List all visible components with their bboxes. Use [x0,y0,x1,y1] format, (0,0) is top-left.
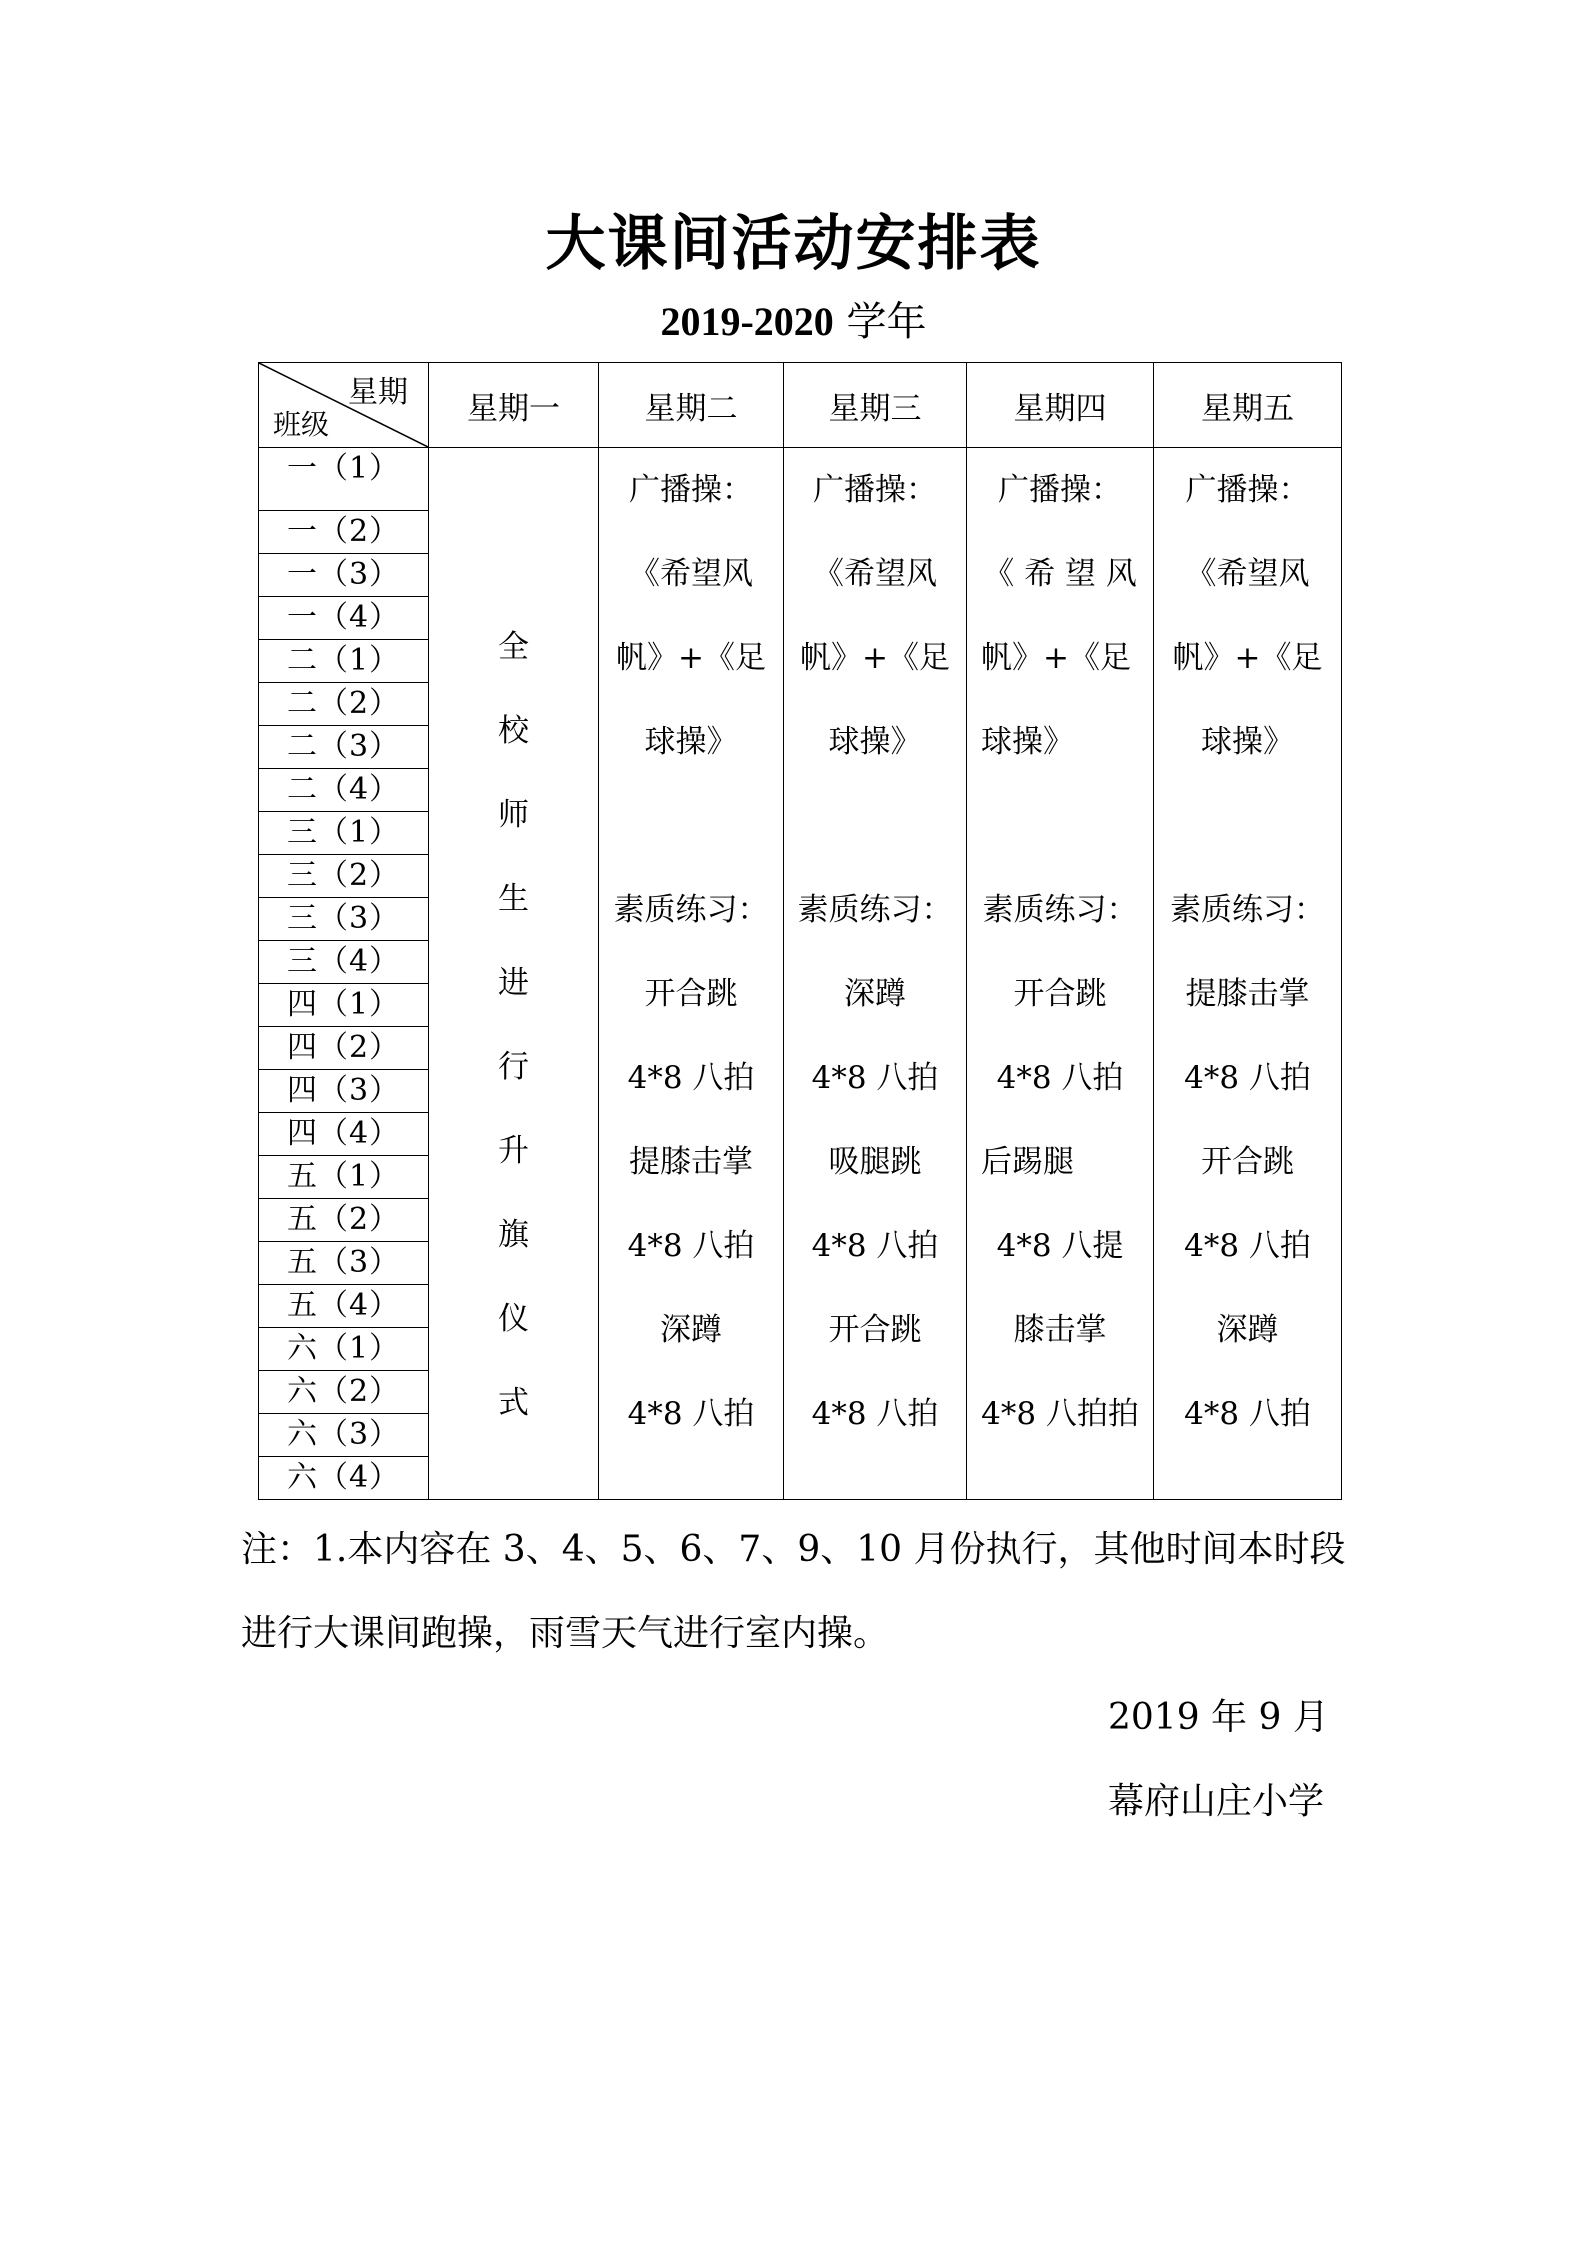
class-cell: 六（1） [259,1328,429,1371]
monday-char: 生 [498,880,529,917]
activity-line: 深蹲 [844,975,906,1012]
header-tuesday: 星期二 [599,363,784,448]
friday-cell [1154,448,1342,1500]
activity-line: 吸腿跳 [828,1143,922,1180]
monday-cell [429,448,599,1500]
activity-line: 4*8 八提 [996,1227,1124,1264]
school-year-suffix: 学年 [846,299,927,345]
activity-line: 广播操： [998,471,1122,508]
signature-date [1108,1676,1329,1760]
class-cell: 二（3） [259,726,429,769]
activity-line: 球操》 [828,723,922,760]
activity-line: 后踢腿 [981,1143,1074,1180]
schedule-table [258,362,1342,1500]
activity-line: 素质练习： [982,891,1138,928]
class-cell: 六（2） [259,1371,429,1414]
thursday-cell [967,448,1154,1500]
class-cell: 一（1） [259,448,429,511]
activity-line: 4*8 八拍 [627,1059,755,1096]
activity-line: 4*8 八拍 [811,1227,939,1264]
activity-line: 4*8 八拍 [811,1395,939,1432]
activity-line: 广播操： [1185,471,1310,508]
class-cell: 一（4） [259,597,429,640]
activity-line: 开合跳 [1013,975,1107,1012]
activity-line: 4*8 八拍 [1184,1059,1311,1096]
header-friday: 星期五 [1154,363,1342,448]
class-cell: 六（4） [259,1457,429,1500]
signature-school-text: 幕府山庄小学 [1108,1781,1325,1822]
activity-line: 提膝击掌 [629,1143,753,1180]
activity-line: 广播操： [813,471,937,508]
class-cell: 二（2） [259,683,429,726]
corner-header-cell [259,363,429,448]
activity-line: 4*8 八拍拍 [981,1395,1139,1432]
activity-line: 《希望风 [813,555,937,592]
note-line-2: 进行大课间跑操，雨雪天气进行室内操。 [241,1613,890,1654]
activity-line: 深蹲 [1216,1311,1279,1348]
activity-line: 4*8 八拍 [627,1227,755,1264]
activity-line [967,806,1153,890]
activity-line: 帆》+《足 [800,639,950,676]
activity-line: 帆》+《足 [1172,639,1323,676]
activity-line [1154,806,1341,890]
class-cell: 四（4） [259,1113,429,1156]
class-cell: 一（3） [259,554,429,597]
activity-line: 《 希 望 风 [983,555,1137,592]
weekday-axis-label: 星期 [348,375,408,410]
monday-char: 式 [498,1384,529,1421]
activity-line [599,806,783,890]
activity-line: 球操》 [981,723,1074,760]
activity-line: 《希望风 [629,555,753,592]
page-title: 大课间活动安排表 [545,209,1042,279]
school-year [0,290,1587,347]
activity-line: 提膝击掌 [1185,975,1310,1012]
header-thursday: 星期四 [967,363,1154,448]
activity-line: 4*8 八拍 [1184,1227,1311,1264]
activity-line [784,806,966,890]
table-row [259,448,1342,511]
monday-char: 旗 [498,1216,529,1253]
class-cell: 一（2） [259,511,429,554]
header-row [259,363,1342,448]
activity-line: 开合跳 [828,1311,922,1348]
monday-char: 师 [498,796,529,833]
class-cell: 四（2） [259,1027,429,1070]
class-cell: 二（1） [259,640,429,683]
activity-line: 4*8 八拍 [627,1395,755,1432]
monday-char: 行 [498,1048,529,1085]
activity-line: 膝击掌 [1013,1311,1107,1348]
header-wednesday: 星期三 [784,363,967,448]
class-cell: 五（2） [259,1199,429,1242]
activity-line: 球操》 [644,723,738,760]
monday-char: 升 [498,1132,529,1169]
activity-line: 球操》 [1201,723,1294,760]
class-cell: 三（4） [259,941,429,984]
class-cell: 四（1） [259,984,429,1027]
activity-line: 帆》+《足 [616,639,766,676]
class-axis-label: 班级 [273,408,330,441]
monday-char: 全 [498,628,529,665]
class-cell: 五（1） [259,1156,429,1199]
activity-line: 广播操： [629,471,753,508]
monday-char: 仪 [498,1300,529,1337]
activity-line: 素质练习： [613,891,769,928]
activity-line: 《希望风 [1185,555,1310,592]
activity-line: 4*8 八拍 [1184,1395,1311,1432]
school-year-value: 2019-2020 [660,299,834,344]
header-monday: 星期一 [429,363,599,448]
activity-line: 素质练习： [797,891,953,928]
activity-line: 开合跳 [644,975,738,1012]
note-line-1: 注：1.本内容在 3、4、5、6、7、9、10 月份执行，其他时间本时段 [241,1529,1346,1570]
class-cell: 二（4） [259,769,429,812]
signature-school [1108,1760,1324,1844]
class-cell: 三（1） [259,812,429,855]
activity-line: 4*8 八拍 [996,1059,1124,1096]
monday-char: 校 [498,712,529,749]
class-cell: 四（3） [259,1070,429,1113]
class-cell: 三（3） [259,898,429,941]
class-cell: 五（3） [259,1242,429,1285]
activity-line: 素质练习： [1170,891,1325,928]
activity-line: 帆》+《足 [981,639,1131,676]
signature-date-text: 2019 年 9 月 [1108,1697,1329,1738]
monday-char: 进 [498,964,529,1001]
class-cell: 五（4） [259,1285,429,1328]
activity-line: 4*8 八拍 [811,1059,939,1096]
class-cell: 三（2） [259,855,429,898]
wednesday-cell [784,448,967,1500]
tuesday-cell [599,448,784,1500]
activity-line: 深蹲 [660,1311,722,1348]
class-cell: 六（3） [259,1414,429,1457]
activity-line: 开合跳 [1201,1143,1294,1180]
